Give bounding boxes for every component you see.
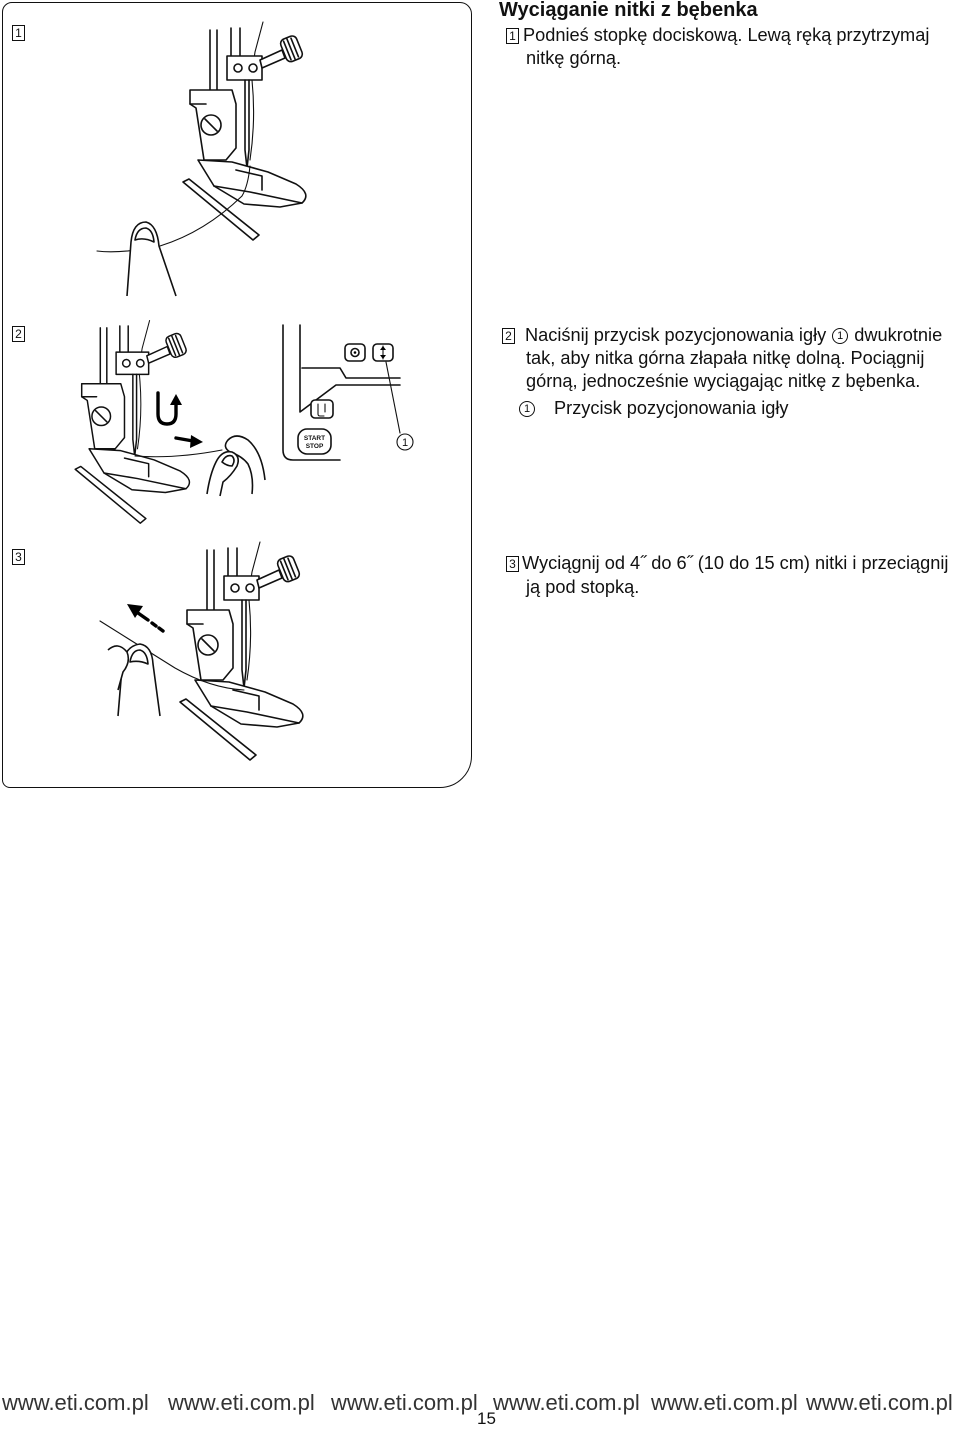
illustration-step-2 [75, 320, 413, 523]
footer-watermark: www.eti.com.pl [168, 1390, 315, 1415]
hand [207, 436, 265, 496]
pull-arrow-icon [127, 604, 163, 631]
start-label: START [303, 435, 326, 442]
thread [135, 450, 222, 457]
step-2-text-after-ref: dwukrotnie [854, 325, 943, 345]
callout-line [386, 362, 400, 433]
control-panel [283, 325, 413, 460]
illustration-step-1 [97, 22, 306, 296]
footer-watermark: www.eti.com.pl [806, 1390, 953, 1415]
step-number-1: 1 [506, 28, 519, 44]
legend-text: Przycisk pozycjonowania igły [554, 398, 789, 418]
illustrations [0, 0, 474, 790]
step-3-line-2: ją pod stopką. [526, 577, 640, 597]
step-number-2: 2 [502, 328, 515, 344]
step-1-line-1: Podnieś stopkę dociskową. Lewą ręką przytrzymaj [523, 25, 930, 45]
step-number-3: 3 [506, 556, 519, 572]
finger [127, 222, 176, 296]
figure-label-2: 2 [12, 326, 25, 342]
needle-stop-position-icon [345, 344, 365, 361]
step-2-line-1 [525, 324, 942, 346]
illustration-step-3 [100, 542, 303, 760]
step-1-line-2: nitkę górną. [526, 48, 622, 68]
stop-label: STOP [305, 443, 324, 450]
legend-item [519, 397, 789, 419]
u-turn-arrow-icon [158, 393, 182, 424]
presser-foot [183, 22, 306, 240]
step-2-line-2: tak, aby nitka górna złapała nitkę dolną. Pociągnij [526, 348, 925, 368]
legend-ref-marker: 1 [519, 401, 535, 417]
footer-watermark: www.eti.com.pl [331, 1390, 478, 1415]
right-arrow-icon [176, 435, 203, 448]
footer-watermark: www.eti.com.pl [651, 1390, 798, 1415]
hand [108, 644, 160, 716]
needle-threader-icon [311, 400, 333, 418]
figure-label-3: 3 [12, 549, 25, 565]
presser-foot [180, 542, 303, 760]
svg-text:1: 1 [401, 437, 409, 449]
start-stop-button [298, 429, 331, 454]
needle-up-down-icon [373, 344, 393, 361]
footer-watermark: www.eti.com.pl [2, 1390, 149, 1415]
section-title: Wyciąganie nitki z bębenka [499, 0, 758, 21]
callout-1 [397, 434, 413, 450]
step-2-text-before-ref: Naciśnij przycisk pozycjonowania igły [525, 325, 827, 345]
page-number: 15 [477, 1409, 496, 1428]
step-2-line-3: górną, jednocześnie wyciągając nitkę z bębenka. [526, 371, 921, 391]
figure-label-1: 1 [12, 25, 25, 41]
footer-watermark: www.eti.com.pl [493, 1390, 640, 1415]
step-3-line-1: Wyciągnij od 4˝ do 6˝ (10 do 15 cm) nitki i przeciągnij [522, 553, 949, 573]
ref-marker-1: 1 [832, 328, 848, 344]
